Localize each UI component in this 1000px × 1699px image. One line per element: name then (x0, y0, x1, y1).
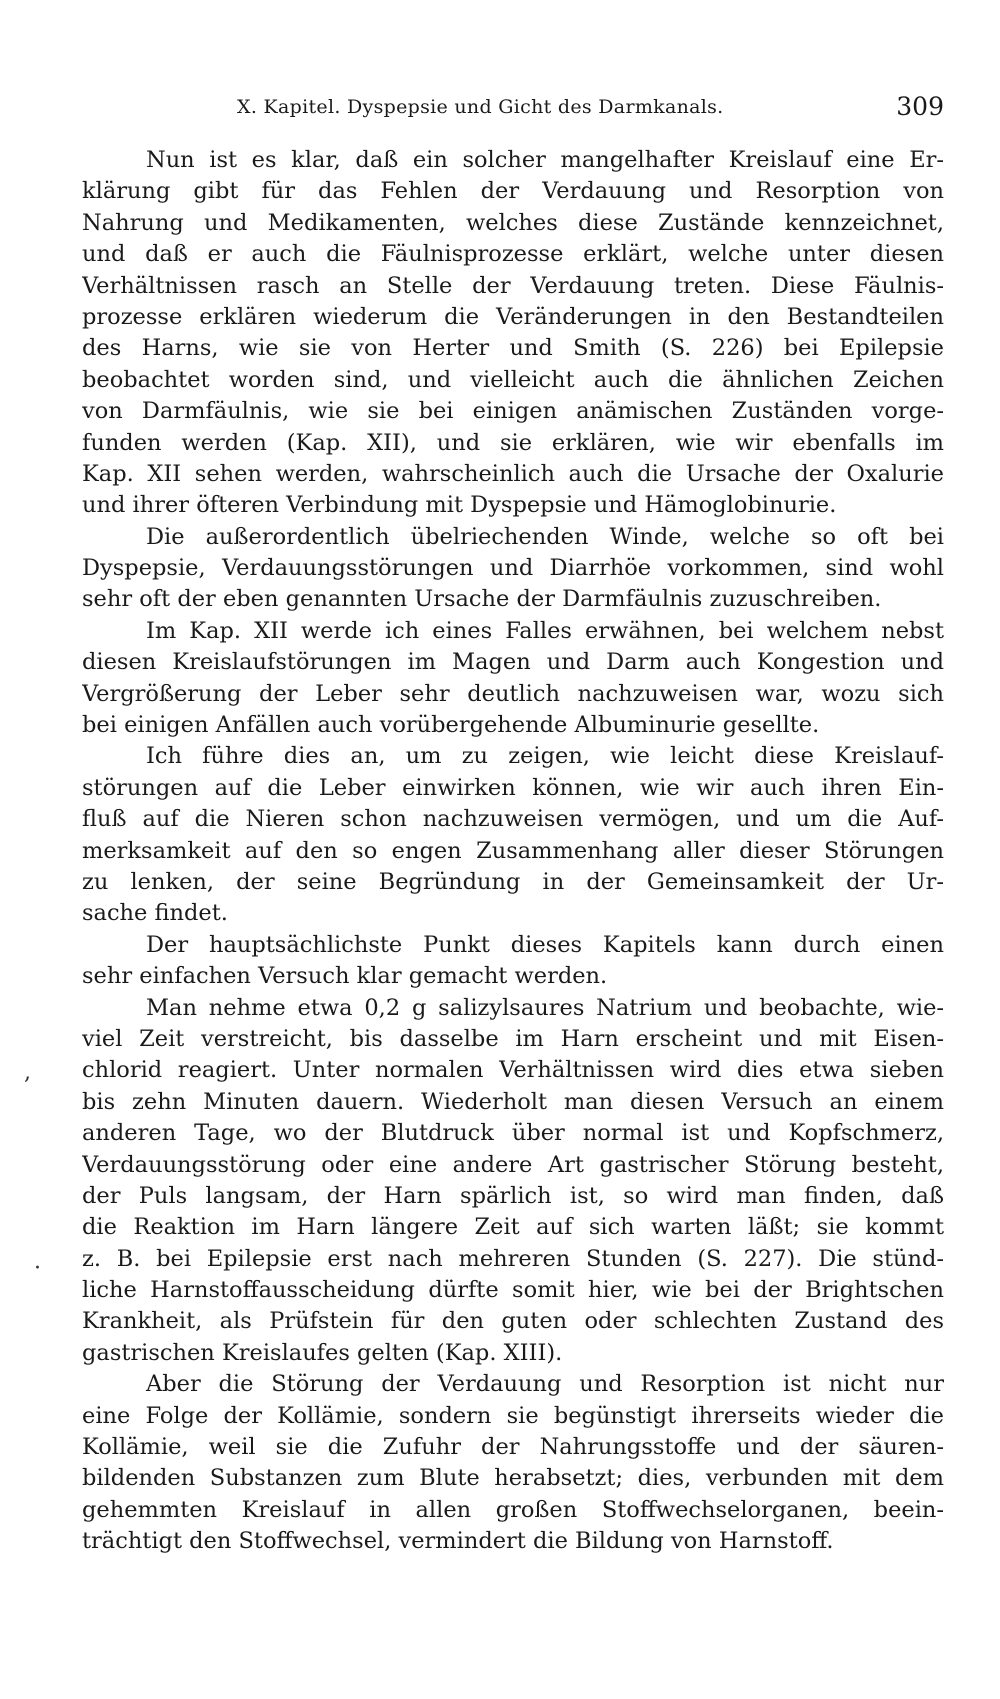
text-line: fluß auf die Nieren schon nachzuweisen vermögen, und um die Auf- (82, 806, 944, 833)
running-head: X. Kapitel. Dyspepsie und Gicht des Darmkanals. (237, 96, 724, 118)
text-line: diesen Kreislaufstörungen im Magen und Darm auch Kongestion und (82, 649, 944, 676)
text-line: störungen auf die Leber einwirken können, wie wir auch ihren Ein- (82, 774, 944, 801)
text-line: der Puls langsam, der Harn spärlich ist, so wird man finden, daß (82, 1182, 944, 1209)
text-line: bis zehn Minuten dauern. Wiederholt man diesen Versuch an einem (82, 1088, 944, 1115)
text-line: Kap. XII sehen werden, wahrscheinlich auch die Ursache der Oxalurie (82, 460, 944, 487)
text-line: Die außerordentlich übelriechenden Winde, welche so oft bei (146, 523, 944, 550)
text-line: Dyspepsie, Verdauungsstörungen und Diarrhöe vorkommen, sind wohl (82, 555, 944, 582)
text-line: beobachtet worden sind, und vielleicht auch die ähnlichen Zeichen (82, 366, 944, 393)
text-line: bildenden Substanzen zum Blute herabsetzt; dies, verbunden mit dem (82, 1465, 944, 1492)
text-line: und daß er auch die Fäulnisprozesse erklärt, welche unter diesen (82, 241, 944, 268)
text-line: bei einigen Anfällen auch vorübergehende Albuminurie gesellte. (82, 712, 820, 739)
text-line: sehr oft der eben genannten Ursache der Darmfäulnis zuzuschreiben. (82, 586, 882, 613)
text-line: viel Zeit verstreicht, bis dasselbe im Harn erscheint und mit Eisen- (82, 1025, 944, 1052)
text-line: funden werden (Kap. XII), und sie erklären, wie wir ebenfalls im (82, 429, 944, 456)
text-line: zu lenken, der seine Begründung in der Gemeinsamkeit der Ur- (82, 868, 944, 895)
text-line: liche Harnstoffausscheidung dürfte somit hier, wie bei der Brightschen (82, 1277, 944, 1304)
text-line: und ihrer öfteren Verbindung mit Dyspepsie und Hämoglobinurie. (82, 492, 837, 519)
margin-mark: , (24, 1060, 31, 1085)
page-header (82, 92, 944, 126)
text-line: von Darmfäulnis, wie sie bei einigen anämischen Zuständen vorge- (82, 398, 944, 425)
text-line: sache findet. (82, 900, 228, 927)
text-line: Krankheit, als Prüfstein für den guten oder schlechten Zustand des (82, 1308, 944, 1335)
text-line: Im Kap. XII werde ich eines Falles erwähnen, bei welchem nebst (146, 617, 944, 644)
body-text (82, 145, 944, 1558)
text-line: z. B. bei Epilepsie erst nach mehreren Stunden (S. 227). Die stünd- (82, 1245, 944, 1272)
text-line: trächtigt den Stoffwechsel, vermindert die Bildung von Harnstoff. (82, 1528, 834, 1555)
text-line: Nun ist es klar, daß ein solcher mangelhafter Kreislauf eine Er- (146, 147, 944, 173)
text-line: gehemmten Kreislauf in allen großen Stoffwechselorganen, beein- (82, 1496, 944, 1523)
text-line: prozesse erklären wiederum die Veränderungen in den Bestandteilen (82, 303, 944, 330)
text-line: klärung gibt für das Fehlen der Verdauung und Resorption von (82, 178, 944, 205)
text-line: Ich führe dies an, um zu zeigen, wie leicht diese Kreislauf- (146, 743, 944, 770)
text-line: sehr einfachen Versuch klar gemacht werden. (82, 963, 608, 990)
text-line: die Reaktion im Harn längere Zeit auf sich warten läßt; sie kommt (82, 1214, 944, 1241)
margin-mark: · (34, 1256, 41, 1281)
page-number: 309 (896, 92, 944, 121)
text-line: Nahrung und Medikamenten, welches diese Zustände kennzeichnet, (82, 209, 944, 236)
text-line: anderen Tage, wo der Blutdruck über normal ist und Kopfschmerz, (82, 1120, 944, 1147)
text-line: Der hauptsächlichste Punkt dieses Kapitels kann durch einen (146, 931, 944, 958)
text-line: Verdauungsstörung oder eine andere Art gastrischer Störung besteht, (82, 1151, 944, 1178)
text-line: merksamkeit auf den so engen Zusammenhang aller dieser Störungen (82, 837, 944, 864)
text-line: eine Folge der Kollämie, sondern sie begünstigt ihrerseits wieder die (82, 1402, 944, 1429)
text-line: Kollämie, weil sie die Zufuhr der Nahrungsstoffe und der säuren- (82, 1434, 944, 1461)
text-line: gastrischen Kreislaufes gelten (Kap. XIII). (82, 1339, 563, 1366)
text-line: Aber die Störung der Verdauung und Resorption ist nicht nur (146, 1371, 944, 1398)
text-line: Verhältnissen rasch an Stelle der Verdauung treten. Diese Fäulnis- (82, 272, 944, 299)
text-line: Man nehme etwa 0,2 g salizylsaures Natrium und beobachte, wie- (146, 994, 944, 1021)
text-line: chlorid reagiert. Unter normalen Verhältnissen wird dies etwa sieben (82, 1057, 944, 1084)
text-line: Vergrößerung der Leber sehr deutlich nachzuweisen war, wozu sich (82, 680, 944, 707)
text-line: des Harns, wie sie von Herter und Smith (S. 226) bei Epilepsie (82, 335, 944, 362)
